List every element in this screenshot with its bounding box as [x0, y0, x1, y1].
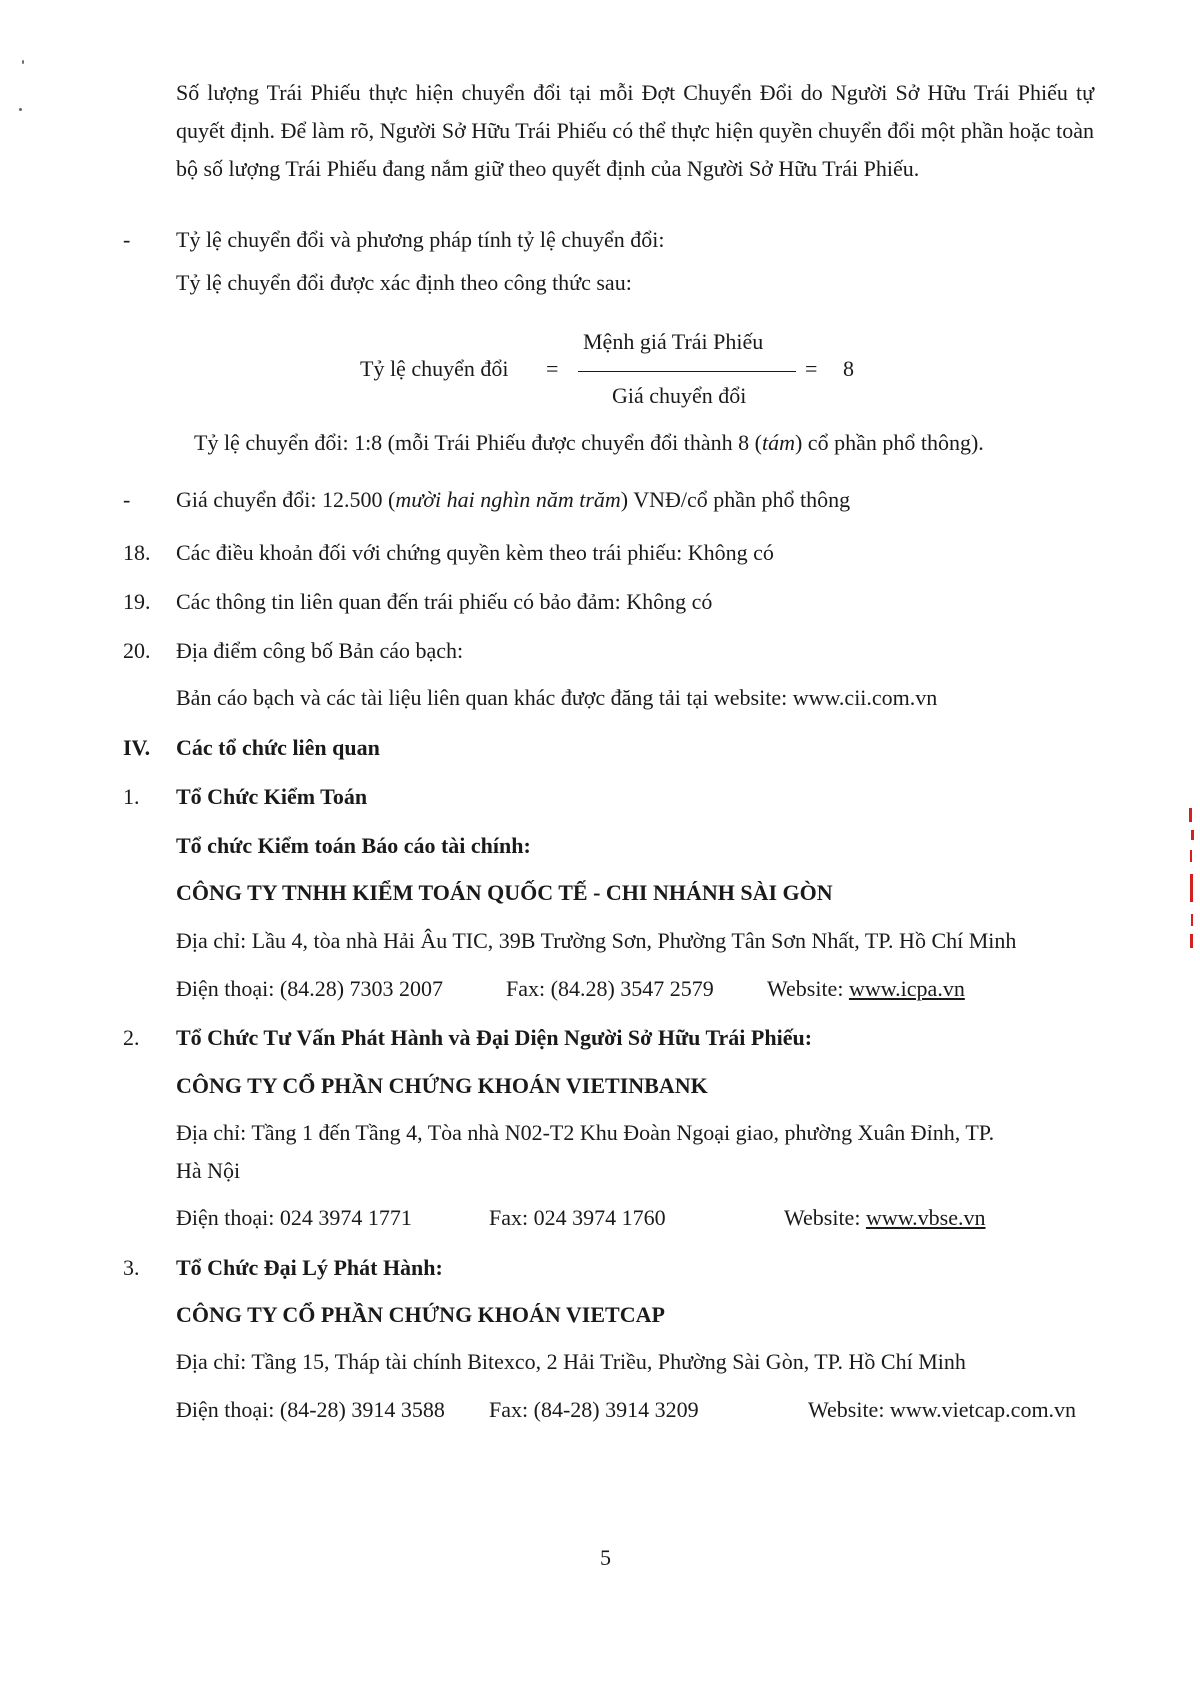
org-phone: Điện thoại: (84-28) 3914 3588: [176, 1397, 445, 1422]
org-heading: Tổ Chức Đại Lý Phát Hành:: [176, 1255, 443, 1280]
item-number: 18.: [123, 540, 151, 565]
org-address: Địa chỉ: Tầng 1 đến Tầng 4, Tòa nhà N02-T2 Khu Đoàn Ngoại giao, phường Xuân Đỉnh, TP.: [176, 1120, 995, 1145]
org-fax: Fax: 024 3974 1760: [489, 1205, 666, 1230]
item-number: 20.: [123, 638, 151, 663]
org-website: [767, 974, 965, 1004]
org-website: Website: www.vietcap.com.vn: [808, 1397, 1077, 1422]
formula-equals: =: [546, 356, 559, 381]
stamp-fragment: [1189, 808, 1192, 822]
org-fax: Fax: (84-28) 3914 3209: [489, 1397, 699, 1422]
section-number: IV.: [123, 735, 151, 760]
item-19-text: Các thông tin liên quan đến trái phiếu có bảo đảm: Không có: [176, 589, 713, 614]
ratio-statement: [194, 428, 984, 458]
bullet-marker: -: [123, 227, 131, 252]
price-text: Giá chuyển đổi: 12.500 (: [176, 487, 396, 512]
bullet-marker: -: [123, 487, 131, 512]
website-link[interactable]: www.vbse.vn: [865, 1205, 986, 1230]
org-subheading: Tổ chức Kiểm toán Báo cáo tài chính:: [176, 833, 531, 858]
org-number: 2.: [123, 1025, 140, 1050]
formula-numerator: Mệnh giá Trái Phiếu: [583, 329, 764, 354]
stamp-fragment: [1190, 850, 1192, 862]
fraction-bar: [578, 371, 796, 372]
org-company: CÔNG TY CỔ PHẦN CHỨNG KHOÁN VIETINBANK: [176, 1073, 708, 1098]
stamp-fragment: [1191, 914, 1193, 926]
item-20-detail: Bản cáo bạch và các tài liệu liên quan khác được đăng tải tại website: www.cii.com.vn: [176, 685, 938, 710]
item-number: 19.: [123, 589, 151, 614]
org-heading: Tổ Chức Tư Vấn Phát Hành và Đại Diện Người Sở Hữu Trái Phiếu:: [176, 1025, 813, 1050]
website-label: Website:: [784, 1205, 866, 1230]
price-italic: mười hai nghìn năm trăm: [395, 487, 621, 512]
conversion-price: [176, 485, 850, 515]
section-title: Các tổ chức liên quan: [176, 735, 380, 760]
org-phone: Điện thoại: (84.28) 7303 2007: [176, 976, 444, 1001]
item-18-text: Các điều khoản đối với chứng quyền kèm theo trái phiếu: Không có: [176, 540, 774, 565]
stamp-fragment: [1191, 830, 1194, 840]
ratio-text: Tỷ lệ chuyển đổi: 1:8 (mỗi Trái Phiếu được chuyển đổi thành 8 (: [194, 430, 762, 455]
org-heading: Tổ Chức Kiểm Toán: [176, 784, 368, 809]
conversion-ratio-heading: Tỷ lệ chuyển đổi và phương pháp tính tỷ lệ chuyển đổi:: [176, 227, 665, 252]
scan-speck: [22, 60, 24, 64]
formula-lhs: Tỷ lệ chuyển đổi: [360, 356, 509, 381]
formula-intro: Tỷ lệ chuyển đổi được xác định theo công thức sau:: [176, 270, 632, 295]
org-company: CÔNG TY CỔ PHẦN CHỨNG KHOÁN VIETCAP: [176, 1302, 665, 1327]
scan-speck: [19, 108, 22, 111]
org-website: [784, 1203, 986, 1233]
page-number: 5: [600, 1545, 611, 1570]
org-address: Hà Nội: [176, 1158, 241, 1183]
ratio-italic: tám: [761, 430, 795, 455]
formula-equals: =: [805, 356, 818, 381]
org-number: 3.: [123, 1255, 140, 1280]
price-text: ) VNĐ/cổ phần phổ thông: [620, 487, 851, 512]
org-number: 1.: [123, 784, 140, 809]
stamp-fragment: [1190, 874, 1193, 902]
formula-result: 8: [843, 356, 854, 381]
website-link[interactable]: www.icpa.vn: [848, 976, 965, 1001]
formula-denominator: Giá chuyển đổi: [612, 383, 747, 408]
org-address: Địa chỉ: Lầu 4, tòa nhà Hải Âu TIC, 39B Trường Sơn, Phường Tân Sơn Nhất, TP. Hồ Chí Minh: [176, 928, 1017, 953]
item-20-text: Địa điểm công bố Bản cáo bạch:: [176, 638, 464, 663]
stamp-fragment: [1190, 934, 1193, 948]
org-address: Địa chỉ: Tầng 15, Tháp tài chính Bitexco, 2 Hải Triều, Phường Sài Gòn, TP. Hồ Chí Minh: [176, 1349, 966, 1374]
ratio-text: ) cổ phần phổ thông).: [794, 430, 984, 455]
org-phone: Điện thoại: 024 3974 1771: [176, 1205, 412, 1230]
website-label: Website:: [767, 976, 849, 1001]
intro-paragraph: Số lượng Trái Phiếu thực hiện chuyển đổi tại mỗi Đợt Chuyển Đổi do Người Sở Hữu Trái Phiếu tự quyết định. Để làm rõ, Người Sở Hữu Trái Phiếu có thể thực hiện quyền chuyển đổi một phần hoặc toàn bộ số lượng Trái Phiếu đang nắm giữ theo quyết định của Người Sở Hữu Trái Phiếu.: [176, 80, 1094, 181]
org-company: CÔNG TY TNHH KIỂM TOÁN QUỐC TẾ - CHI NHÁNH SÀI GÒN: [176, 880, 833, 905]
org-fax: Fax: (84.28) 3547 2579: [506, 976, 714, 1001]
